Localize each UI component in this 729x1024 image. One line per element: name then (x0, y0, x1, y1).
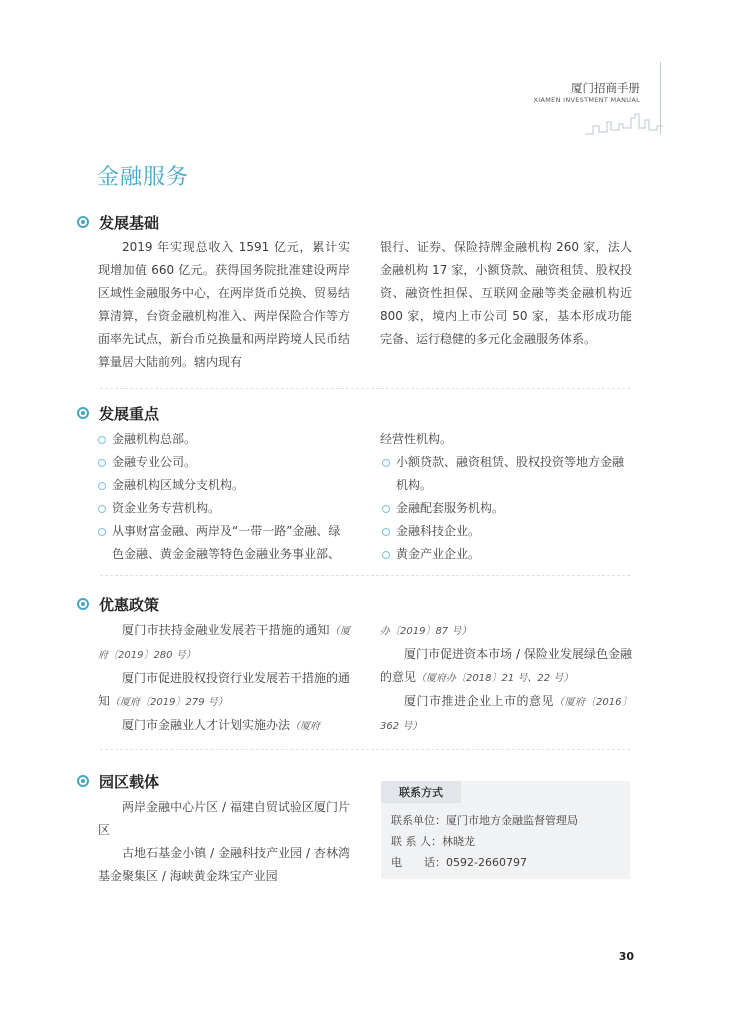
section-policy-right-column (380, 619, 632, 738)
park-item: 两岸金融中心片区 / 福建自贸试验区厦门片区 (98, 800, 350, 837)
manual-subtitle: XIAMEN INVESTMENT MANUAL (533, 96, 640, 104)
section-title: 园区载体 (99, 772, 160, 791)
contact-title: 联系方式 (381, 781, 461, 803)
bullet-icon (98, 436, 106, 444)
bullet-icon (98, 505, 106, 513)
paragraph: 2019 年实现总收入 1591 亿元，累计实现增加值 660 亿元。获得国务院批准建设两岸区域性金融服务中心，在两岸货币兑换、贸易结算清算，台资金融机构准入、两岸保险合作等方面率先试点，新台币兑换量和两岸跨境人民币结算量居大陆前列。辖内现有 (98, 240, 351, 369)
paragraph: 银行、证券、保险持牌金融机构 260 家，法人金融机构 17 家，小额贷款、融资租赁、股权投资、融资性担保、互联网金融等类金融机构近 800 家，境内上市公司 50 家，基本形成功能完备、运行稳健的多元化金融服务体系。 (380, 240, 632, 346)
list-item: 金融机构区域分支机构。 (96, 474, 350, 497)
bullseye-icon (77, 407, 89, 419)
manual-title: 厦门招商手册 (571, 81, 640, 95)
page-number: 30 (618, 950, 634, 963)
contact-person: 联 系 人：林晓龙 (391, 835, 475, 848)
park-item: 古地石基金小镇 / 金融科技产业园 / 杏林湾基金聚集区 / 海峡黄金珠宝产业园 (98, 846, 350, 883)
bullseye-icon (77, 216, 89, 228)
list-item: 黄金产业企业。 (380, 543, 632, 566)
bullseye-icon (77, 598, 89, 610)
list-item: 金融机构总部。 (96, 428, 350, 451)
page-title: 金融服务 (97, 165, 190, 190)
contact-unit: 联系单位：厦门市地方金融监督管理局 (391, 814, 578, 827)
section-divider (100, 575, 630, 576)
section-basis-left-column (98, 236, 350, 374)
section-policy-left-column (98, 619, 350, 738)
section-heading-policy (77, 593, 159, 615)
policy-item: 厦门市推进企业上市的意见（厦府〔2016〕362 号） (380, 694, 632, 732)
section-divider (100, 749, 630, 750)
section-focus-left-column (96, 428, 350, 566)
contact-box (381, 781, 630, 879)
bullet-icon (98, 459, 106, 467)
bullet-icon (382, 505, 390, 513)
bullet-icon (382, 528, 390, 536)
bullet-icon (98, 482, 106, 490)
bullet-icon (382, 459, 390, 467)
header-divider (660, 62, 661, 134)
section-heading-basis (77, 211, 159, 233)
policy-item: 厦门市促进资本市场 / 保险业发展绿色金融的意见（厦府办〔2018〕21 号、22 号） (380, 647, 632, 684)
list-item: 金融科技企业。 (380, 520, 632, 543)
section-title: 优惠政策 (99, 595, 160, 614)
policy-item: 厦门市促进股权投资行业发展若干措施的通知（厦府〔2019〕279 号） (98, 671, 351, 708)
section-title: 发展重点 (99, 404, 160, 423)
section-divider (100, 388, 630, 389)
skyline-icon (585, 108, 663, 136)
list-item: 金融配套服务机构。 (380, 497, 632, 520)
contact-phone: 电 话：0592-2660797 (391, 856, 527, 869)
list-item: 资金业务专营机构。 (96, 497, 350, 520)
list-item: 金融专业公司。 (96, 451, 350, 474)
section-title: 发展基础 (99, 213, 160, 232)
section-focus-right-column (380, 428, 632, 566)
section-heading-focus (77, 402, 159, 424)
section-basis-right-column (380, 236, 632, 351)
section-heading-parks (77, 770, 159, 792)
list-item: 小额贷款、融资租赁、股权投资等地方金融机构。 (380, 451, 632, 497)
bullet-icon (98, 528, 106, 536)
policy-item: 厦门市扶持金融业发展若干措施的通知（厦府〔2019〕280 号） (98, 623, 350, 661)
bullet-icon (382, 551, 390, 559)
bullseye-icon (77, 775, 89, 787)
list-item-continuation: 经营性机构。 (380, 432, 453, 446)
list-item: 从事财富金融、两岸及“一带一路”金融、绿色金融、黄金金融等特色金融业务事业部、 (96, 520, 350, 566)
section-parks-left-column (98, 796, 350, 888)
policy-item-continuation: 办〔2019〕87 号） (380, 626, 472, 637)
policy-item: 厦门市金融业人才计划实施办法（厦府 (122, 718, 321, 732)
